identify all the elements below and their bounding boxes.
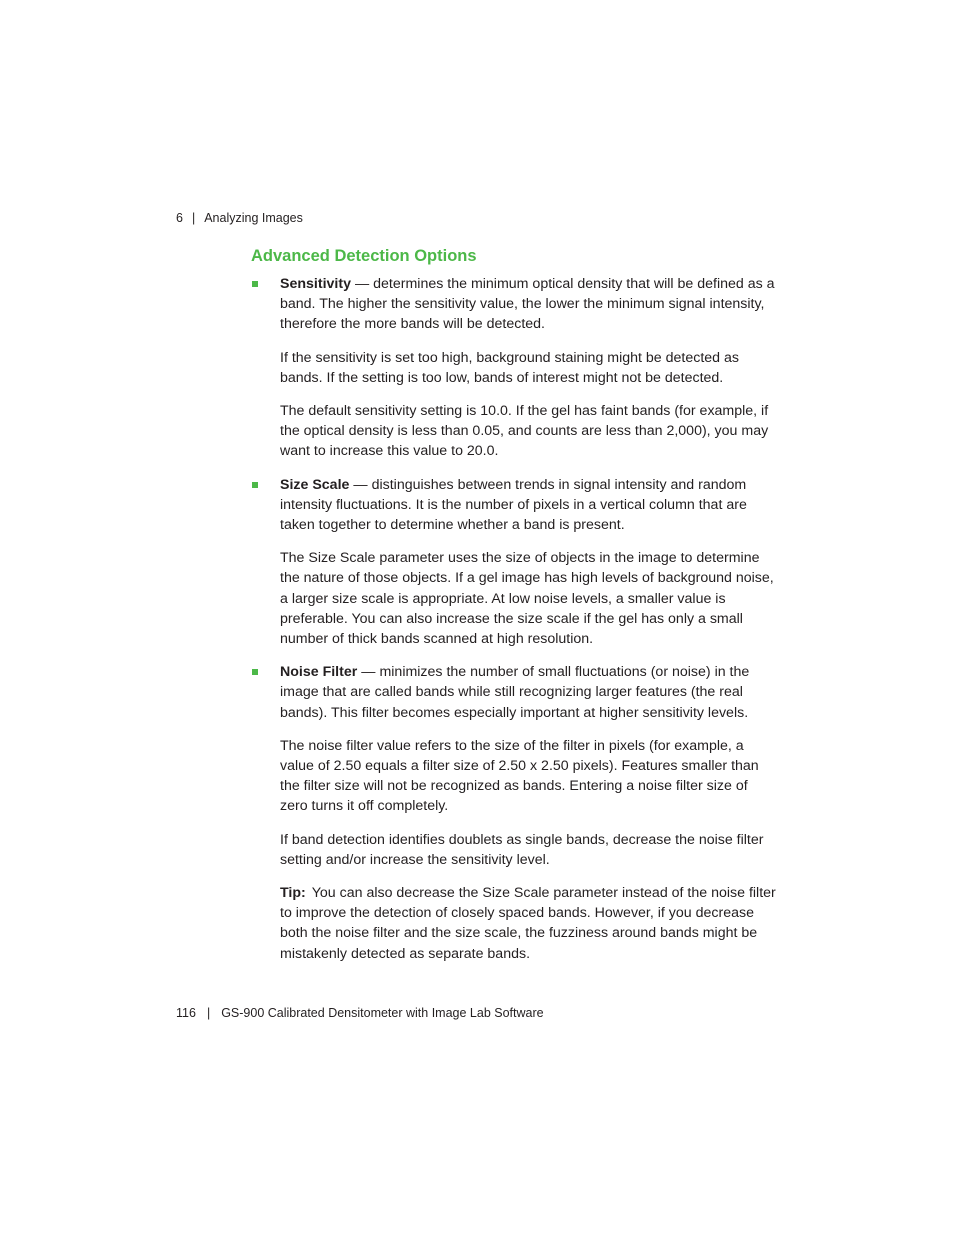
item-paragraph: If the sensitivity is set too high, background staining might be detected as bands. If the setting is too low, bands of interest might not be detected. [280, 349, 739, 386]
square-bullet-icon [252, 281, 258, 287]
em-dash: — [361, 664, 376, 681]
page-number: 116 [176, 1006, 196, 1020]
tip-note [280, 883, 776, 964]
item-lead-text: distinguishes between trends in signal intensity and random intensity fluctuations. It is the number of pixels in a vertical column that are taken together to determine whether a band is present. [280, 476, 747, 534]
item-lead-paragraph [280, 662, 776, 723]
item-term: Size Scale [280, 476, 350, 493]
item-lead-text: determines the minimum optical density that will be defined as a band. The higher the sensitivity value, the lower the minimum signal intensity, therefore the more bands will be detected. [280, 276, 775, 333]
running-footer [176, 1006, 544, 1020]
em-dash: — [353, 476, 368, 493]
em-dash: — [354, 276, 370, 292]
item-lead-paragraph [280, 475, 776, 536]
item-paragraph: If band detection identifies doublets as single bands, decrease the noise filter setting and/or increase the sensitivity level. [280, 831, 764, 868]
item-term: Noise Filter [280, 664, 358, 681]
chapter-title: Analyzing Images [204, 211, 303, 225]
item-term: Sensitivity [280, 276, 351, 292]
item-paragraph: The Size Scale parameter uses the size of objects in the image to determine the nature of those objects. If a gel image has high levels of background noise, a larger size scale is appropriate. At low noise levels, a smaller value is preferable. You can also increase the size scale if the gel has only a small number of thick bands scanned at high resolution. [280, 550, 774, 648]
item-lead-paragraph [280, 274, 776, 335]
list-item-noise-filter [280, 662, 776, 870]
square-bullet-icon [252, 482, 258, 488]
section-title: Advanced Detection Options [251, 247, 477, 265]
header-separator: | [191, 211, 196, 225]
tip-text: You can also decrease the Size Scale parameter instead of the noise filter to improve the detection of closely spaced bands. However, if you decrease both the noise filter and the size scale, the fuzziness around bands might be mistakenly detected as separate bands. [280, 885, 776, 962]
body-content [280, 274, 776, 977]
square-bullet-icon [252, 669, 258, 675]
book-title: GS-900 Calibrated Densitometer with Image Lab Software [221, 1006, 544, 1020]
item-paragraph: The default sensitivity setting is 10.0. If the gel has faint bands (for example, if the optical density is less than 0.05, and counts are less than 2,000), you may want to increase this value to 20.0. [280, 403, 769, 460]
list-item-size-scale [280, 475, 776, 650]
footer-separator: | [206, 1006, 211, 1020]
running-header [176, 211, 303, 225]
chapter-number: 6 [176, 211, 183, 225]
item-paragraph: The noise filter value refers to the size of the filter in pixels (for example, a value of 2.50 equals a filter size of 2.50 x 2.50 pixels). Features smaller than the filter size will not be recognized as bands. Entering a noise filter size of zero turns it off completely. [280, 737, 759, 815]
list-item-sensitivity [280, 274, 776, 462]
item-lead-text: minimizes the number of small fluctuations (or noise) in the image that are called bands while still recognizing larger features (the real bands). This filter becomes especially important at higher sensitivity levels. [280, 664, 750, 721]
tip-label: Tip: [280, 885, 306, 902]
